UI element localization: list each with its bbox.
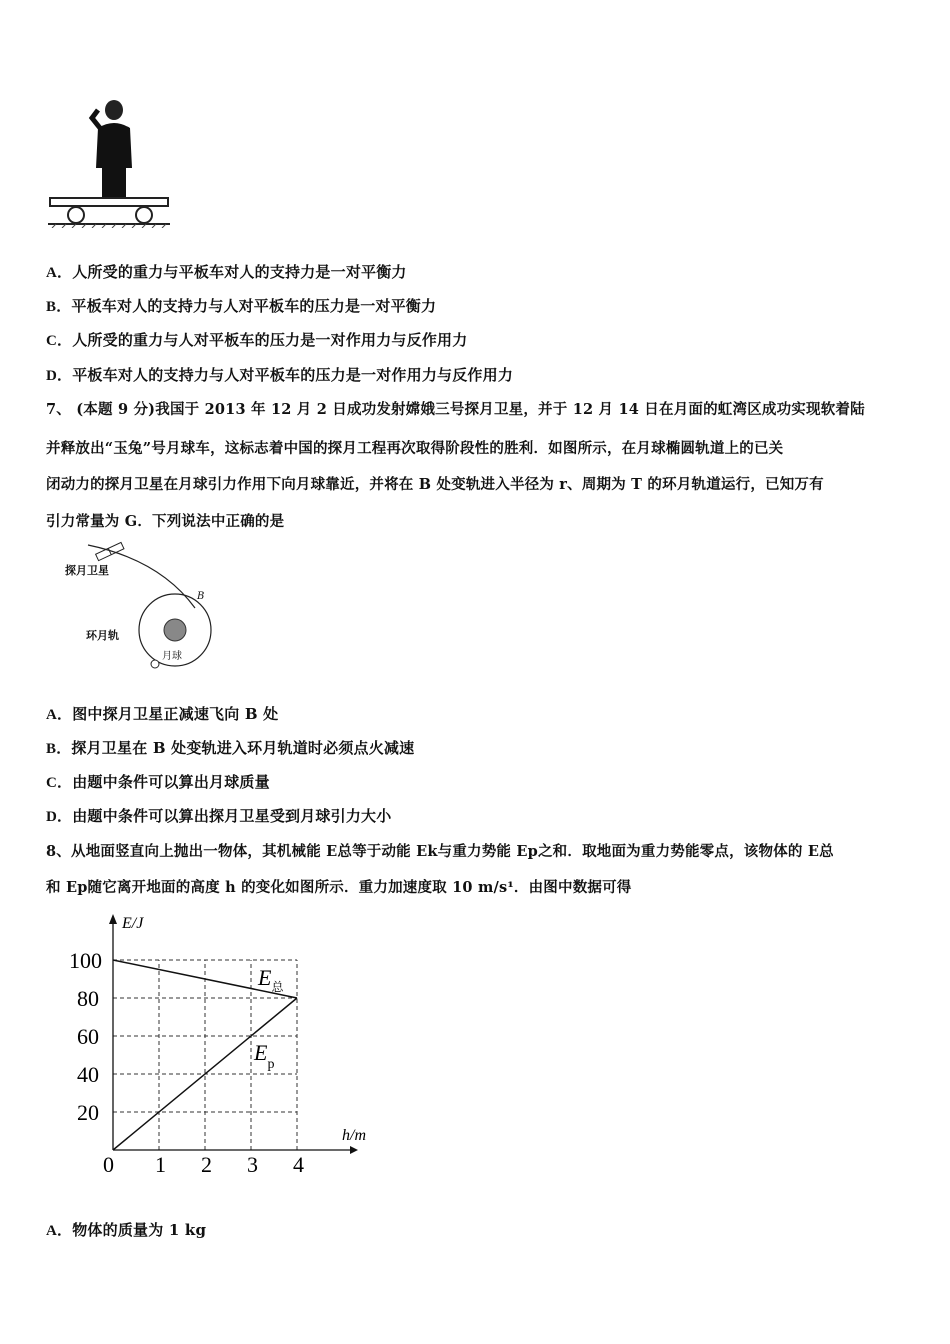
x-tick-label: 4 <box>293 1152 304 1177</box>
series-label-etotal: $E_总$ <box>258 965 284 994</box>
q6-option-d[interactable]: D．平板车对人的支持力与人对平板车的压力是一对作用力与反作用力 <box>46 366 514 384</box>
satellite-label: 探月卫星 <box>65 564 109 577</box>
orbit-label: 环月轨 <box>86 629 119 642</box>
energy-height-chart <box>0 900 400 1190</box>
point-b-label: B <box>197 591 205 602</box>
q7-stem-line: 并释放出“玉兔”号月球车，这标志着中国的探月工程再次取得阶段性的胜利．如图所示，在月球椭圆轨道上的已关 <box>46 440 784 457</box>
q7-option-d[interactable]: D．由题中条件可以算出探月卫星受到月球引力大小 <box>46 807 392 825</box>
y-tick-label: 60 <box>77 1024 99 1049</box>
series-label-ep: $E_p$ <box>254 1040 275 1072</box>
q6-option-a[interactable]: A．人所受的重力与平板车对人的支持力是一对平衡力 <box>46 263 407 281</box>
x-axis-label: h/m <box>342 1127 366 1144</box>
q8-option-a[interactable]: A．物体的质量为 1 kg <box>46 1221 207 1239</box>
person-on-cart-figure <box>48 98 173 228</box>
q6-option-c[interactable]: C．人所受的重力与人对平板车的压力是一对作用力与反作用力 <box>46 331 468 349</box>
y-axis-arrow <box>109 914 117 924</box>
y-axis-label: E/J <box>122 915 144 932</box>
q7-stem-line: 引力常量为 G．下列说法中正确的是 <box>46 513 285 530</box>
lunar-orbit-figure <box>60 530 240 680</box>
q7-option-b[interactable]: B．探月卫星在 B 处变轨进入环月轨道时必须点火减速 <box>46 739 415 757</box>
y-tick-label: 80 <box>77 986 99 1011</box>
y-tick-label: 40 <box>77 1062 99 1087</box>
q7-stem-line: 闭动力的探月卫星在月球引力作用下向月球靠近，并将在 B 处变轨进入半径为 r、周期为 T 的环月轨道运行，已知万有 <box>46 476 824 493</box>
x-tick-label: 2 <box>201 1152 212 1177</box>
q7-option-a[interactable]: A．图中探月卫星正减速飞向 B 处 <box>46 705 279 723</box>
x-axis-arrow <box>350 1146 358 1154</box>
moon-label: 月球 <box>162 651 182 662</box>
x-tick-label: 3 <box>247 1152 258 1177</box>
x-tick-label: 0 <box>103 1152 114 1177</box>
q6-option-b[interactable]: B．平板车对人的支持力与人对平板车的压力是一对平衡力 <box>46 297 437 315</box>
y-tick-label: 20 <box>77 1100 99 1125</box>
y-tick-label: 100 <box>69 948 102 973</box>
q7-option-c[interactable]: C．由题中条件可以算出月球质量 <box>46 773 270 791</box>
q8-stem-line: 和 Ep随它离开地面的高度 h 的变化如图所示．重力加速度取 10 m/s¹．由图中数据可得 <box>46 879 632 896</box>
x-tick-label: 1 <box>155 1152 166 1177</box>
q7-stem-line: 7、 (本题 9 分)我国于 2013 年 12 月 2 日成功发射嫦娥三号探月卫星，并于 12 月 14 日在月面的虹湾区成功实现软着陆 <box>46 401 865 418</box>
q8-stem-line: 8、从地面竖直向上抛出一物体，其机械能 E总等于动能 Ek与重力势能 Ep之和．取地面为重力势能零点，该物体的 E总 <box>46 843 834 860</box>
